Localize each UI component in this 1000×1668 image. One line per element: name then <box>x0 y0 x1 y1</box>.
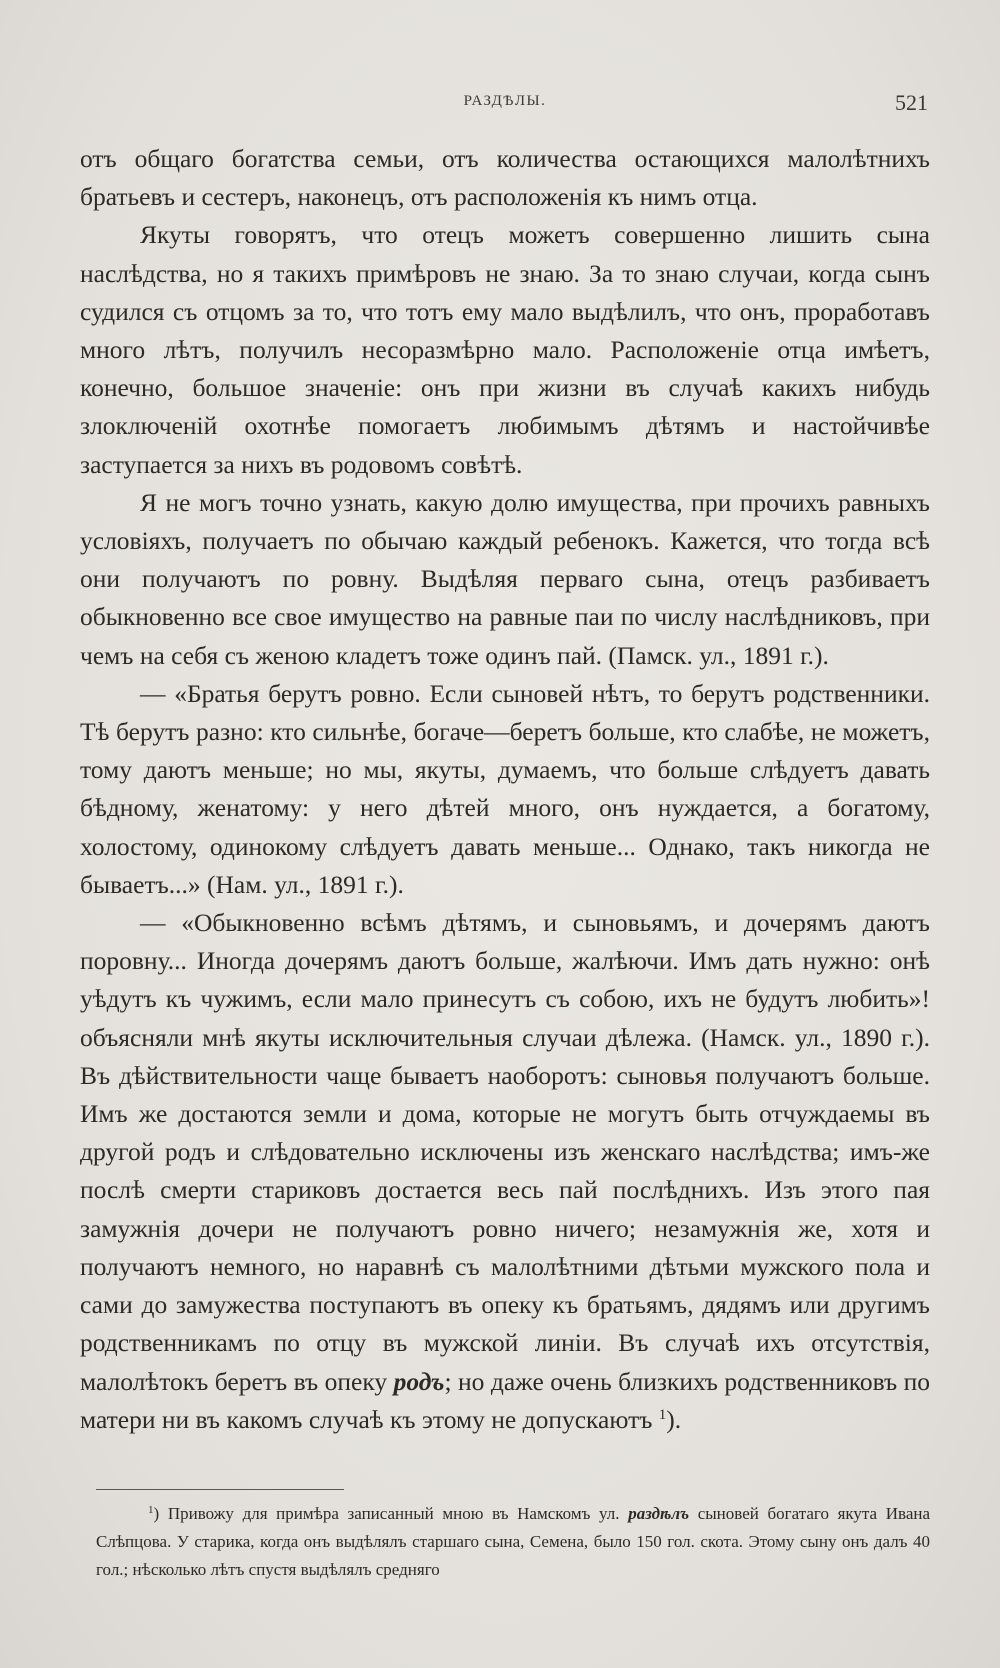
page-number: 521 <box>895 90 928 115</box>
footnote-divider <box>96 1489 344 1490</box>
footnote-text: Привожу для примѣра записанный мною въ Намскомъ ул. <box>159 1504 620 1523</box>
running-head <box>80 90 930 120</box>
paragraph-text: ). <box>666 1404 682 1434</box>
paragraph-text: — «Обыкновенно всѣмъ дѣтямъ, и сыновьямъ, и дочерямъ даютъ поровну... Иногда дочерямъ даютъ больше, жалѣючи. Имъ дать нужно: онѣ уѣдутъ къ чужимъ, если мало принесутъ съ собою, ихъ не будутъ любить»! объясняли мнѣ якуты исключительныя случаи дѣлежа. (Намск. ул., 1890 г.). Въ дѣйствительности чаще бываетъ наоборотъ: сыновья получаютъ больше. Имъ же достаются земли и дома, которые не могутъ быть отчуждаемы въ другой родъ и слѣдовательно исключены изъ женскаго наслѣдства; имъ-же послѣ смерти стариковъ достается весь пай послѣднихъ. Изъ этого пая замужнія дочери не получаютъ ровно ничего; незамужнія же, хотя и получаютъ немного, но наравнѣ съ малолѣтними дѣтьми мужского пола и сами до замужества поступаютъ въ опеку къ братьямъ, дядямъ или другимъ родственникамъ по отцу въ мужской линіи. Въ случаѣ ихъ отсутствія, малолѣтокъ беретъ въ опеку <box>80 908 930 1396</box>
paragraph: Я не могъ точно узнать, какую долю имущества, при прочихъ равныхъ условіяхъ, получаетъ по обычаю каждый ребенокъ. Кажется, что тогда всѣ они получаютъ по ровну. Выдѣляя перваго сына, отецъ разбиваетъ обыкновенно все свое имущество на равные паи по числу наслѣдниковъ, при чемъ на себя съ женою кладетъ тоже одинъ пай. (Памск. ул., 1891 г.). <box>80 487 930 670</box>
body-text <box>80 140 930 1439</box>
paragraph: Якуты говорятъ, что отецъ можетъ совершенно лишить сына наслѣдства, но я такихъ примѣровъ не знаю. За то знаю случаи, когда сынъ судился съ отцомъ за то, что тотъ ему мало выдѣлилъ, что онъ, проработавъ много лѣтъ, получилъ несоразмѣрно мало. Расположеніе отца имѣетъ, конечно, большое значеніе: онъ при жизни въ случаѣ какихъ нибудь злоключеній охотнѣе помогаетъ любимымъ дѣтямъ и настойчивѣе заступается за нихъ въ родовомъ совѣтѣ. <box>80 220 930 479</box>
paragraph: отъ общаго богатства семьи, отъ количества остающихся малолѣтнихъ братьевъ и сестеръ, наконецъ, отъ расположенія къ нимъ отца. <box>80 144 930 212</box>
emphasized-word: раздѣлъ <box>628 1504 690 1523</box>
paragraph: — «Братья берутъ ровно. Если сыновей нѣтъ, то берутъ родственники. Тѣ берутъ разно: кто сильнѣе, богаче—беретъ больше, кто слабѣе, не можетъ, тому даютъ меньше; но мы, якуты, думаемъ, что больше слѣдуетъ давать бѣдному, женатому: у него дѣтей много, онъ нуждается, а богатому, холостому, одинокому слѣдуетъ давать меньше... Однако, такъ никогда не бываетъ...» (Нам. ул., 1891 г.). <box>80 678 930 899</box>
footnote-text: сыновей богатаго якута Ивана Слѣпцова. У старика, когда онъ выдѣлялъ старшаго сына, Семена, было 150 гол. скота. Этому сыну онъ далъ 40 гол.; нѣсколько лѣтъ спустя выдѣлялъ средняго <box>96 1504 931 1579</box>
running-title: РАЗДѢЛЫ. <box>463 93 547 109</box>
footnote <box>96 1500 930 1584</box>
paragraph <box>80 904 930 1439</box>
paragraph-text: ; но даже очень близкихъ родственниковъ по матери ни въ какомъ случаѣ къ этому не допускаютъ <box>80 1366 931 1434</box>
emphasized-word: родъ <box>393 1366 445 1396</box>
footnote-paren: ) <box>153 1504 160 1523</box>
footnote-mark: 1 <box>148 1504 154 1516</box>
footnote-reference[interactable]: 1 <box>658 1406 667 1423</box>
